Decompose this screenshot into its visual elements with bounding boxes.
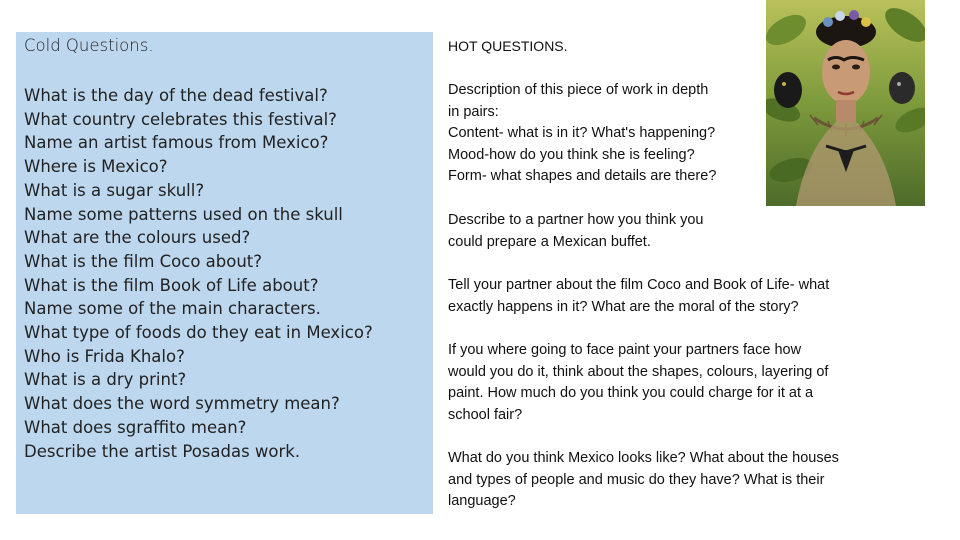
- hot-line: What do you think Mexico looks like? What about the houses: [448, 450, 839, 466]
- frida-portrait-image: [766, 0, 925, 206]
- cold-question: Name some of the main characters.: [24, 299, 321, 319]
- hot-question-mexico: [448, 448, 839, 513]
- hot-line: Description of this piece of work in depth: [448, 82, 709, 98]
- cold-question: Who is Frida Khalo?: [24, 346, 185, 366]
- hot-line: school fair?: [448, 406, 523, 423]
- hot-question-buffet: [448, 210, 704, 253]
- hot-line: would you do it, think about the shapes, colours, layering of: [448, 363, 829, 380]
- hot-question-face-paint: [448, 340, 828, 426]
- cold-question: What is the film Book of Life about?: [24, 275, 319, 295]
- cold-question: Name some patterns used on the skull: [24, 204, 343, 224]
- cold-questions-list: [24, 84, 373, 463]
- cold-question: What type of foods do they eat in Mexico?: [24, 323, 373, 343]
- hot-line: If you where going to face paint your partners face how: [448, 342, 802, 358]
- hot-line: Describe to a partner how you think you: [448, 212, 704, 228]
- hot-questions-title: HOT QUESTIONS.: [448, 38, 568, 54]
- cold-question: Name an artist famous from Mexico?: [24, 133, 329, 153]
- cold-question: Where is Mexico?: [24, 157, 168, 177]
- cold-question: What is the day of the dead festival?: [24, 86, 328, 105]
- cold-questions-title: Cold Questions.: [24, 36, 154, 55]
- cold-question: What is a sugar skull?: [24, 180, 205, 200]
- cold-question: What does sgraffito mean?: [24, 417, 247, 437]
- hot-line: Content- what is in it? What's happening?: [448, 125, 716, 142]
- cold-question: What is a dry print?: [24, 370, 187, 390]
- hot-question-films: [448, 275, 829, 318]
- hot-line: in pairs:: [448, 103, 499, 120]
- hot-line: Form- what shapes and details are there?: [448, 168, 717, 185]
- hot-line: Mood-how do you think she is feeling?: [448, 146, 695, 163]
- hot-line: Tell your partner about the film Coco and Book of Life- what: [448, 277, 830, 293]
- cold-question: What country celebrates this festival?: [24, 109, 337, 129]
- hot-line: language?: [448, 493, 516, 510]
- cold-question: What does the word symmetry mean?: [24, 394, 340, 414]
- hot-line: exactly happens in it? What are the moral of the story?: [448, 298, 799, 315]
- hot-line: and types of people and music do they have? What is their: [448, 471, 825, 488]
- cold-question: What are the colours used?: [24, 228, 251, 248]
- cold-question: What is the film Coco about?: [24, 251, 263, 271]
- hot-line: paint. How much do you think you could charge for it at a: [448, 385, 814, 402]
- hot-question-artwork: [448, 80, 716, 188]
- hot-line: could prepare a Mexican buffet.: [448, 233, 651, 250]
- cold-question: Describe the artist Posadas work.: [24, 441, 301, 461]
